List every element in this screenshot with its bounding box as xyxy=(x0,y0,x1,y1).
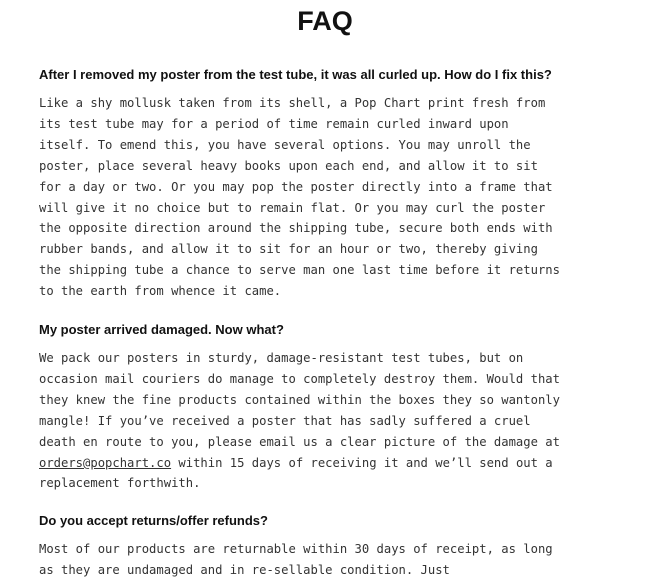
answer-line: as they are undamaged and in re-sellable condition. Just xyxy=(39,562,450,577)
answer-line: to the earth from whence it came. xyxy=(39,284,282,299)
answer-line: the opposite direction around the shipping tube, secure both ends with xyxy=(39,221,553,236)
answer-line: poster, place several heavy books upon each end, and allow it to sit xyxy=(39,158,538,173)
email-link[interactable]: orders@popchart.co xyxy=(39,455,172,470)
page-title: FAQ xyxy=(297,6,353,36)
faq-answer xyxy=(39,539,619,581)
answer-line: Like a shy mollusk taken from its shell, a Pop Chart print fresh from xyxy=(39,96,546,110)
faq-question: Do you accept returns/offer refunds? xyxy=(39,513,268,528)
answer-line: occasion mail couriers do manage to completely destroy them. Would that xyxy=(39,371,560,386)
answer-text: within 15 days of receiving it and we’ll send out a xyxy=(171,455,553,470)
faq-item xyxy=(39,512,619,581)
answer-line: the shipping tube a chance to serve man one last time before it returns xyxy=(39,263,560,278)
answer-line: We pack our posters in sturdy, damage-resistant test tubes, but on xyxy=(39,351,524,365)
answer-line: will give it no choice but to remain flat. Or you may curl the poster xyxy=(39,200,546,215)
faq-item xyxy=(39,66,619,302)
answer-line: itself. To emend this, you have several options. You may unroll the xyxy=(39,137,531,152)
answer-line: for a day or two. Or you may pop the poster directly into a frame that xyxy=(39,179,553,194)
answer-line: mangle! If you’ve received a poster that has sadly suffered a cruel xyxy=(39,413,531,428)
answer-line-with-link xyxy=(39,453,619,474)
answer-line: rubber bands, and allow it to sit for an hour or two, thereby giving xyxy=(39,242,538,257)
answer-line: its test tube may for a period of time remain curled inward upon xyxy=(39,116,509,131)
faq-question: My poster arrived damaged. Now what? xyxy=(39,322,284,337)
faq-answer xyxy=(39,348,619,494)
faq-item xyxy=(39,321,619,494)
answer-line: replacement forthwith. xyxy=(39,476,201,491)
faq-answer xyxy=(39,93,619,302)
answer-line: Most of our products are returnable within 30 days of receipt, as long xyxy=(39,542,553,556)
faq-question: After I removed my poster from the test tube, it was all curled up. How do I fix this? xyxy=(39,67,552,82)
answer-line: they knew the fine products contained within the boxes they so wantonly xyxy=(39,392,560,407)
answer-line: death en route to you, please email us a clear picture of the damage at xyxy=(39,434,560,449)
